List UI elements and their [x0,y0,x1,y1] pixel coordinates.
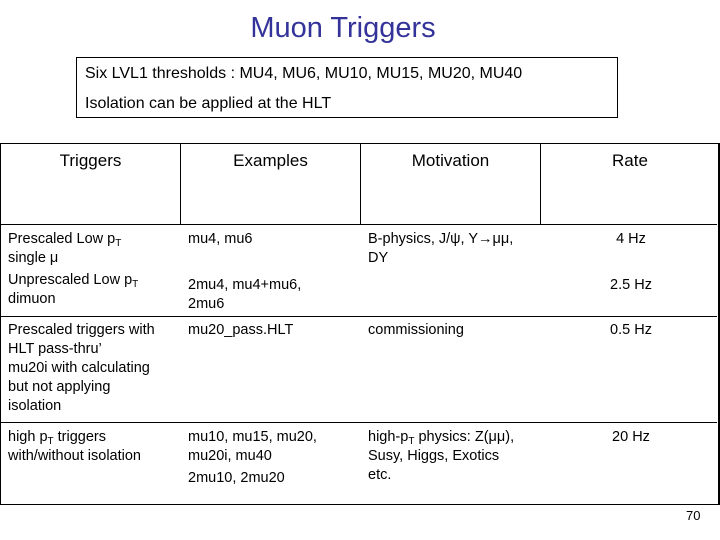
example-cell: mu4, mu6 [188,231,253,247]
row-divider [1,422,717,423]
trigger-cell: high $p_T$ triggers with/without isolation [8,429,141,464]
trigger-cell: Unprescaled Low $p_T$ dimuon [8,272,139,307]
trigger-cell: Prescaled Low $p_T$ single μ [8,231,122,266]
row-divider [1,224,717,225]
isolation-text: Isolation can be applied at the HLT [85,95,332,112]
thresholds-text: Six LVL1 thresholds : MU4, MU6, MU10, MU15, MU20, MU40 [85,65,523,82]
header-motivation: Motivation [411,151,490,170]
rate-cell: 0.5 Hz [610,322,652,338]
motivation-cell: B-physics, J/ψ, Υ→μμ, DY [368,231,514,266]
rate-cell: 2.5 Hz [610,277,652,293]
threshold-info-box [76,57,618,118]
header-triggers: Triggers [59,151,122,170]
motivation-cell: high-$p_T$ physics: Z(μμ), Susy, Higgs, Exotics etc. [368,429,515,483]
row-divider [1,316,717,317]
trigger-table [0,143,720,505]
motivation-cell: commissioning [368,322,464,338]
example-cell: mu20_pass.HLT [188,322,294,338]
example-cell: mu10, mu15, mu20, mu20i, mu40 2mu10, 2mu20 [188,429,317,486]
example-cell: 2mu4, mu4+mu6, 2mu6 [188,277,302,312]
rate-cell: 20 Hz [612,429,650,445]
trigger-cell: Prescaled triggers with HLT pass-thru’ mu20i with calculating but not applying isolation [8,322,155,414]
rate-cell: 4 Hz [616,231,646,247]
slide-title: Muon Triggers [250,12,436,44]
page-number: 70 [686,508,701,523]
header-examples: Examples [233,151,308,170]
header-rate: Rate [612,151,648,170]
